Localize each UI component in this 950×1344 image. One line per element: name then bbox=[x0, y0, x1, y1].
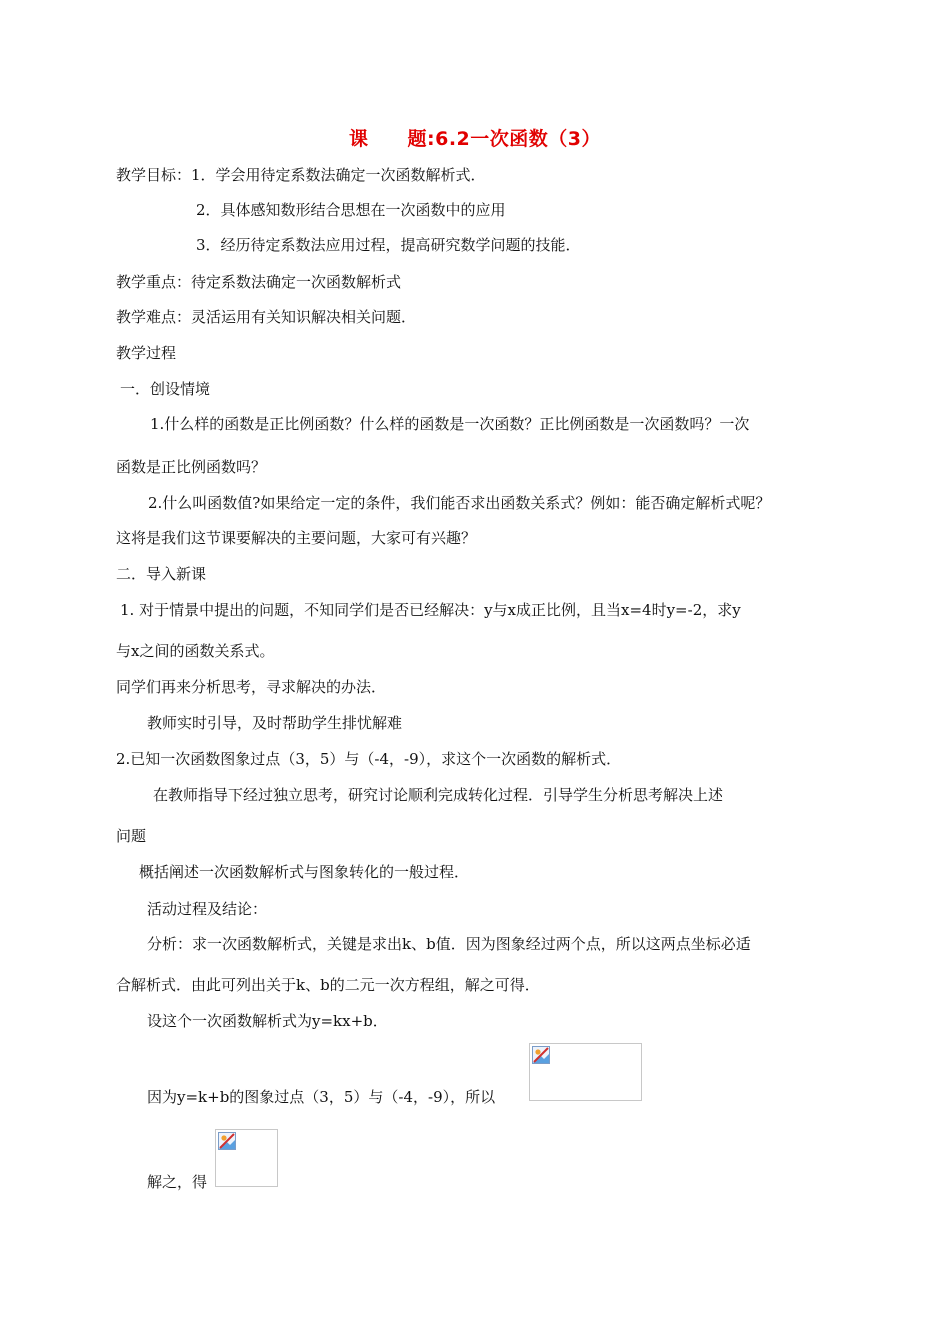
paragraph-solve: 解之，得 bbox=[147, 1173, 208, 1191]
question1-line1: 1.什么样的函数是正比例函数？什么样的函数是一次函数？正比例函数是一次函数吗？一次 bbox=[150, 415, 750, 433]
broken-image-icon bbox=[532, 1046, 550, 1064]
paragraph-discussion-line1: 在教师指导下经过独立思考，研究讨论顺利完成转化过程．引导学生分析思考解决上述 bbox=[153, 786, 724, 804]
objective-item-2: 2．具体感知数形结合思想在一次函数中的应用 bbox=[196, 201, 506, 219]
paragraph-discussion-line2: 问题 bbox=[116, 827, 147, 845]
paragraph-analyze: 同学们再来分析思考，寻求解决的办法． bbox=[116, 678, 387, 696]
broken-image-icon bbox=[218, 1132, 236, 1150]
problem1-line1: 1. 对于情景中提出的问题，不知同学们是否已经解决：y与x成正比例，且当x=4时y=-2，求y bbox=[120, 601, 741, 619]
question1-line2: 函数是正比例函数吗？ bbox=[116, 458, 267, 476]
paragraph-summary: 概括阐述一次函数解析式与图象转化的一般过程． bbox=[139, 863, 470, 881]
question2-line2: 这将是我们这节课要解决的主要问题，大家可有兴趣？ bbox=[116, 529, 477, 547]
process-heading: 教学过程 bbox=[116, 344, 177, 362]
objective-item-3: 3．经历待定系数法应用过程，提高研究数学问题的技能． bbox=[196, 236, 581, 254]
objectives-line1 bbox=[116, 165, 486, 185]
problem2: 2.已知一次函数图象过点（3，5）与（-4，-9），求这个一次函数的解析式． bbox=[116, 750, 622, 768]
solution-image-placeholder bbox=[215, 1129, 278, 1187]
key-point: 教学重点：待定系数法确定一次函数解析式 bbox=[116, 273, 402, 291]
analysis-line2: 合解析式．由此可列出关于k、b的二元一次方程组，解之可得． bbox=[116, 976, 540, 994]
paragraph-assume: 设这个一次函数解析式为y=kx+b． bbox=[147, 1012, 388, 1030]
paragraph-because: 因为y=k+b的图象过点（3，5）与（-4，-9），所以 bbox=[147, 1088, 496, 1106]
objective-item-1: 1．学会用待定系数法确定一次函数解析式． bbox=[191, 166, 486, 184]
question2-line1: 2.什么叫函数值?如果给定一定的条件，我们能否求出函数关系式？例如：能否确定解析式呢？ bbox=[148, 494, 771, 512]
analysis-line1: 分析：求一次函数解析式，关键是求出k、b值．因为图象经过两个点，所以这两点坐标必适 bbox=[147, 935, 751, 953]
page-title: 课 题:6.2一次函数（3） bbox=[349, 128, 601, 150]
section2-heading: 二．导入新课 bbox=[116, 565, 207, 583]
paragraph-teacher-guide: 教师实时引导，及时帮助学生排忧解难 bbox=[147, 714, 403, 732]
section1-heading: 一．创设情境 bbox=[120, 380, 211, 398]
paragraph-activity: 活动过程及结论： bbox=[147, 900, 268, 918]
equation-image-placeholder bbox=[529, 1043, 642, 1101]
problem1-line2: 与x之间的函数关系式。 bbox=[116, 642, 275, 660]
difficulty: 教学难点：灵活运用有关知识解决相关问题． bbox=[116, 308, 417, 326]
objectives-label: 教学目标： bbox=[116, 166, 192, 184]
